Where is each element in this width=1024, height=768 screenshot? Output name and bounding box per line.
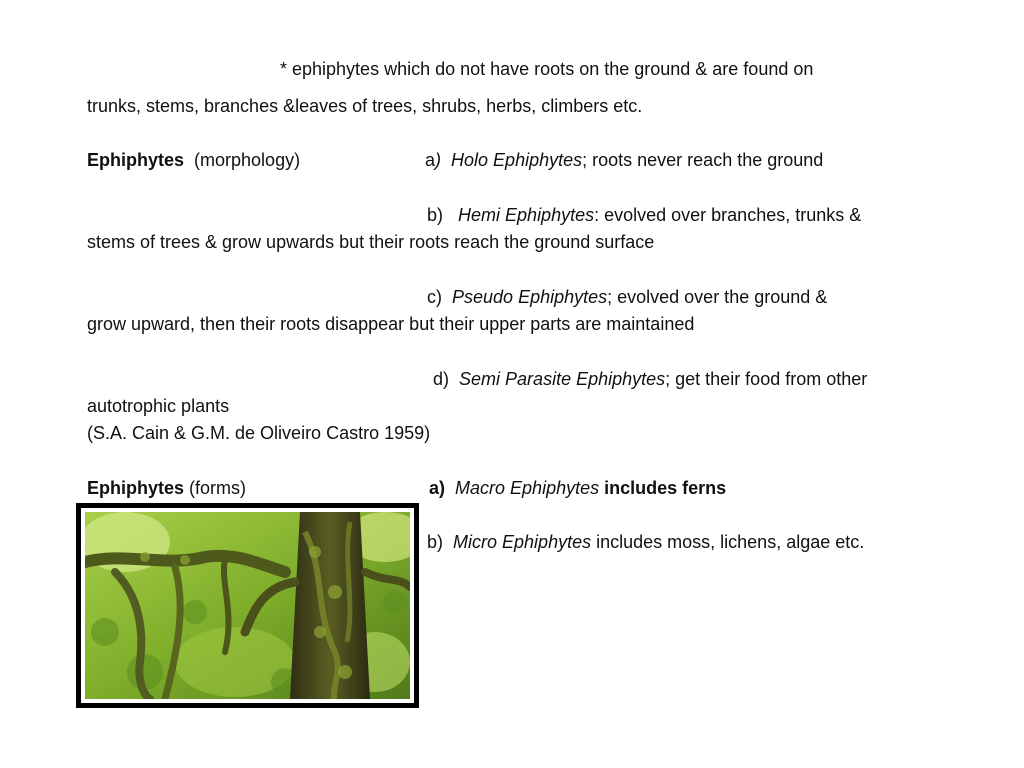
item-desc: : evolved over branches, trunks & bbox=[594, 205, 862, 225]
item-name: Pseudo Ephiphytes bbox=[452, 287, 608, 307]
morphology-heading-title: Ephiphytes bbox=[87, 150, 185, 170]
item-desc: includes moss, lichens, algae etc. bbox=[596, 532, 865, 552]
item-desc: includes ferns bbox=[604, 478, 727, 498]
moss-tree-photo bbox=[85, 512, 410, 699]
item-desc: ; get their food from other bbox=[665, 369, 868, 389]
photo-mat bbox=[81, 508, 414, 703]
item-marker: b) bbox=[427, 205, 444, 225]
item-name: Hemi Ephiphytes bbox=[458, 205, 595, 225]
morphology-item-b-cont: stems of trees & grow upwards but their roots reach the ground surface bbox=[87, 232, 655, 252]
forms-item-b bbox=[427, 531, 864, 553]
citation: (S.A. Cain & G.M. de Oliveiro Castro 1959) bbox=[87, 423, 431, 443]
item-marker: b) bbox=[427, 532, 444, 552]
morphology-item-b bbox=[427, 204, 861, 226]
forms-heading-note: (forms) bbox=[189, 478, 247, 498]
item-marker: a) bbox=[429, 478, 446, 498]
morphology-heading-note: (morphology) bbox=[194, 150, 301, 170]
item-desc: ; roots never reach the ground bbox=[582, 150, 824, 170]
item-name: Semi Parasite Ephiphytes bbox=[459, 369, 666, 389]
forms-heading-title: Ephiphytes bbox=[87, 478, 185, 498]
intro-line-2: trunks, stems, branches &leaves of trees, shrubs, herbs, climbers etc. bbox=[87, 96, 643, 116]
item-marker: c) bbox=[427, 287, 442, 307]
morphology-item-c bbox=[427, 286, 827, 308]
item-desc: ; evolved over the ground & bbox=[607, 287, 828, 307]
photo-frame bbox=[76, 503, 419, 708]
morphology-heading bbox=[87, 149, 300, 171]
item-name: Micro Ephiphytes bbox=[453, 532, 592, 552]
forms-heading bbox=[87, 477, 246, 499]
item-marker: d) bbox=[433, 369, 450, 389]
item-marker-suffix: ) bbox=[435, 150, 442, 170]
forms-item-a bbox=[429, 477, 726, 499]
morphology-item-a bbox=[425, 149, 823, 171]
item-marker: a bbox=[425, 150, 436, 170]
tree-trunk bbox=[290, 512, 370, 699]
morphology-item-d bbox=[433, 368, 867, 390]
item-name: Macro Ephiphytes bbox=[455, 478, 600, 498]
morphology-item-c-cont: grow upward, then their roots disappear but their upper parts are maintained bbox=[87, 314, 695, 334]
morphology-item-d-cont: autotrophic plants bbox=[87, 396, 230, 416]
item-name: Holo Ephiphytes bbox=[451, 150, 583, 170]
intro-line-1: * ephiphytes which do not have roots on the ground & are found on bbox=[280, 59, 814, 79]
